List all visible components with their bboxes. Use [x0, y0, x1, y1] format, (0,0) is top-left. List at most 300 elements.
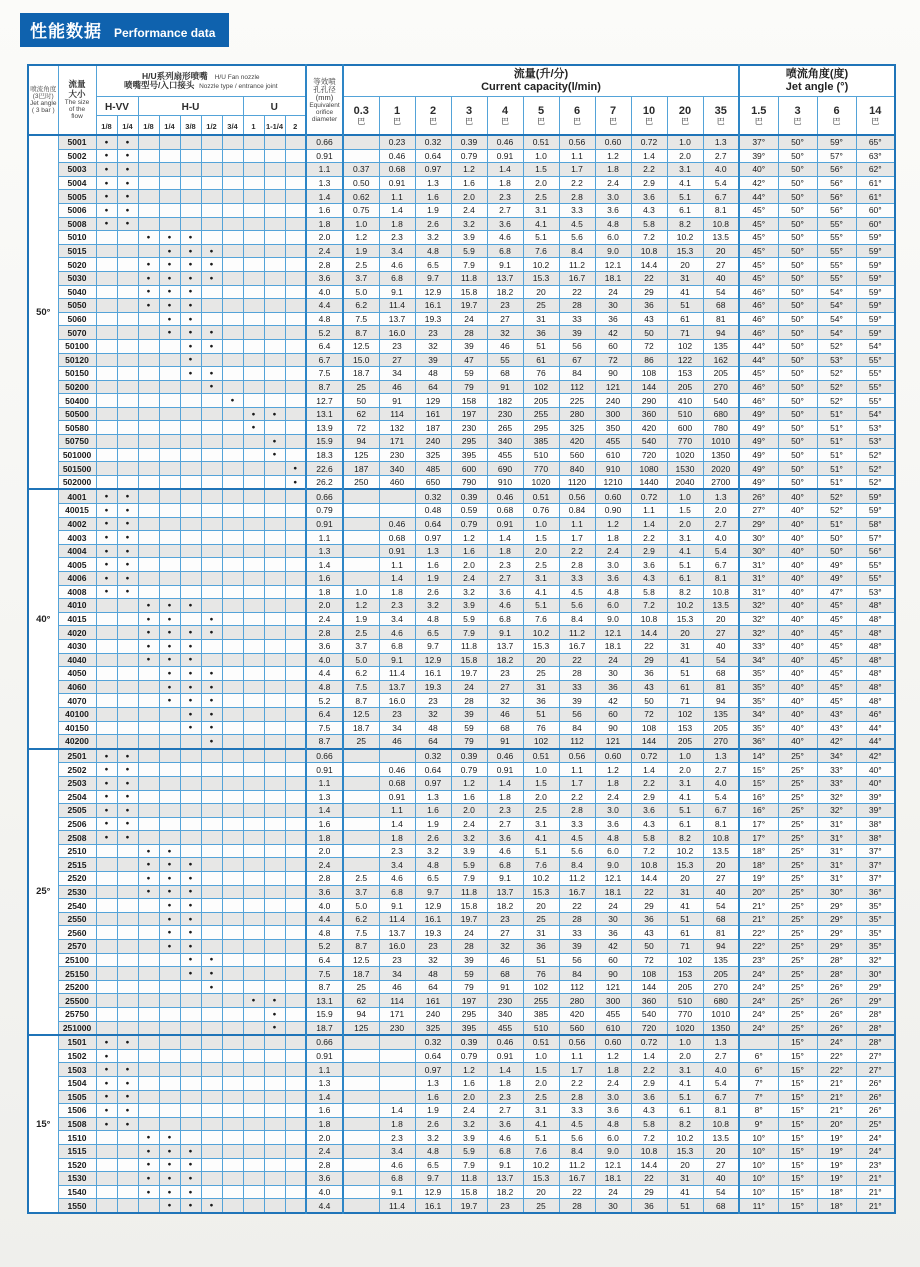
joint-dot-cell [138, 940, 159, 954]
joint-dot-cell [285, 817, 306, 831]
flow-cell: 1.4 [487, 531, 523, 545]
flow-cell: 8.4 [559, 244, 595, 258]
orifice-cell: 2.8 [306, 872, 343, 886]
joint-dot-cell [138, 817, 159, 831]
joint-dot-cell [117, 872, 138, 886]
flow-cell: 1.8 [487, 176, 523, 190]
joint-dot-cell [117, 680, 138, 694]
flow-cell [343, 1199, 379, 1213]
joint-dot-cell [201, 1117, 222, 1131]
flow-cell: 60 [595, 953, 631, 967]
joint-dot-cell [159, 1035, 180, 1049]
flow-cell: 1120 [559, 475, 595, 489]
flow-cell: 2.4 [595, 176, 631, 190]
angle-cell: 48° [856, 694, 895, 708]
angle-cell: 54° [817, 299, 856, 313]
angle-cell: 52° [817, 339, 856, 353]
joint-dot-cell [96, 285, 117, 299]
flow-cell: 1.8 [487, 790, 523, 804]
joint-dot-cell [264, 804, 285, 818]
joint-dot-cell [264, 558, 285, 572]
flow-cell: 28 [451, 940, 487, 954]
flow-cell: 5.1 [667, 190, 703, 204]
joint-dot-cell [222, 1076, 243, 1090]
joint-dot-cell [285, 176, 306, 190]
joint-dot-cell [201, 844, 222, 858]
header-nozzle-series-u: U [243, 97, 306, 116]
flow-cell: 720 [631, 1021, 667, 1035]
flow-cell: 7.6 [523, 858, 559, 872]
flow-cell: 3.0 [595, 804, 631, 818]
flow-cell: 18.1 [595, 1172, 631, 1186]
joint-dot-cell: ● [159, 626, 180, 640]
joint-dot-cell [96, 735, 117, 749]
joint-dot-cell: ● [180, 244, 201, 258]
angle-cell: 34° [739, 653, 778, 667]
joint-dot-cell [222, 653, 243, 667]
joint-dot-cell [285, 1063, 306, 1077]
header-joint-size-1/8: 1/8 [96, 116, 117, 136]
angle-cell: 55° [856, 353, 895, 367]
joint-dot-cell [243, 190, 264, 204]
model-cell: 2560 [58, 926, 96, 940]
flow-cell: 1.4 [631, 149, 667, 163]
joint-dot-cell: ● [96, 203, 117, 217]
flow-cell: 1010 [703, 1008, 739, 1022]
flow-cell: 64 [415, 980, 451, 994]
joint-dot-cell [180, 176, 201, 190]
joint-dot-cell [222, 462, 243, 476]
flow-cell: 4.8 [415, 858, 451, 872]
flow-cell: 76 [523, 967, 559, 981]
flow-cell: 1.0 [523, 149, 559, 163]
angle-cell: 53° [856, 585, 895, 599]
flow-cell: 13.7 [487, 271, 523, 285]
joint-dot-cell [138, 1008, 159, 1022]
joint-dot-cell [243, 203, 264, 217]
flow-cell: 1.6 [451, 176, 487, 190]
joint-dot-cell: ● [96, 1035, 117, 1049]
angle-cell: 10° [739, 1144, 778, 1158]
joint-dot-cell [96, 940, 117, 954]
angle-cell: 25° [778, 1008, 817, 1022]
flow-cell: 23 [415, 694, 451, 708]
joint-dot-cell [285, 217, 306, 231]
joint-dot-cell [201, 475, 222, 489]
flow-cell: 43 [631, 312, 667, 326]
joint-dot-cell: ● [159, 612, 180, 626]
angle-cell: 29° [817, 912, 856, 926]
joint-dot-cell [159, 475, 180, 489]
joint-dot-cell [117, 1021, 138, 1035]
flow-cell [343, 1049, 379, 1063]
flow-cell: 30 [595, 912, 631, 926]
joint-dot-cell [222, 435, 243, 449]
header-nozzle-series-h-u: H-U [138, 97, 243, 116]
flow-cell: 3.1 [523, 817, 559, 831]
joint-dot-cell [96, 980, 117, 994]
flow-cell: 3.6 [631, 558, 667, 572]
orifice-cell: 4.8 [306, 680, 343, 694]
flow-cell: 144 [631, 980, 667, 994]
table-row [28, 339, 895, 353]
flow-cell: 153 [667, 967, 703, 981]
flow-cell: 125 [343, 448, 379, 462]
flow-cell: 56 [559, 707, 595, 721]
flow-cell: 51 [523, 339, 559, 353]
flow-cell: 3.2 [415, 599, 451, 613]
flow-cell: 650 [415, 475, 451, 489]
joint-dot-cell [159, 448, 180, 462]
joint-dot-cell [117, 285, 138, 299]
joint-dot-cell: ● [180, 299, 201, 313]
table-row [28, 312, 895, 326]
table-row [28, 1172, 895, 1186]
flow-cell: 1.4 [631, 1049, 667, 1063]
flow-cell: 197 [451, 994, 487, 1008]
joint-dot-cell [96, 721, 117, 735]
joint-dot-cell: ● [201, 667, 222, 681]
joint-dot-cell [201, 926, 222, 940]
joint-dot-cell [264, 531, 285, 545]
header-angle-pressure-14: 14 巴 [856, 97, 895, 136]
flow-cell: 5.6 [559, 844, 595, 858]
flow-cell: 4.6 [379, 872, 415, 886]
model-cell: 50100 [58, 339, 96, 353]
angle-cell: 27° [856, 1049, 895, 1063]
flow-cell: 460 [379, 475, 415, 489]
table-row [28, 790, 895, 804]
joint-dot-cell [264, 394, 285, 408]
flow-cell: 19.3 [415, 312, 451, 326]
joint-dot-cell: ● [201, 258, 222, 272]
flow-cell: 13.5 [703, 1131, 739, 1145]
table-row [28, 572, 895, 586]
joint-dot-cell [159, 776, 180, 790]
joint-dot-cell: ● [180, 953, 201, 967]
joint-dot-cell [285, 680, 306, 694]
flow-cell [379, 1076, 415, 1090]
joint-dot-cell [159, 721, 180, 735]
orifice-cell: 4.0 [306, 1185, 343, 1199]
joint-dot-cell: ● [96, 504, 117, 518]
joint-dot-cell: ● [201, 326, 222, 340]
flow-cell: 39 [451, 339, 487, 353]
flow-cell: 23 [487, 912, 523, 926]
flow-cell: 187 [343, 462, 379, 476]
flow-cell: 0.60 [595, 749, 631, 763]
flow-cell: 2.5 [523, 558, 559, 572]
angle-cell: 52° [856, 475, 895, 489]
angle-cell: 48° [856, 612, 895, 626]
angle-cell: 30° [856, 967, 895, 981]
flow-cell: 385 [523, 435, 559, 449]
angle-cell: 59° [856, 285, 895, 299]
joint-dot-cell [285, 1008, 306, 1022]
orifice-cell: 2.0 [306, 231, 343, 245]
angle-cell: 27° [739, 504, 778, 518]
flow-cell [343, 804, 379, 818]
joint-dot-cell [180, 190, 201, 204]
joint-dot-cell [138, 504, 159, 518]
joint-dot-cell [222, 980, 243, 994]
angle-cell: 49° [739, 421, 778, 435]
joint-dot-cell [264, 872, 285, 886]
flow-cell: 2.7 [703, 1049, 739, 1063]
angle-cell: 57° [817, 149, 856, 163]
header-joint-size-1/8: 1/8 [138, 116, 159, 136]
joint-dot-cell: ● [201, 707, 222, 721]
joint-dot-cell: ● [138, 858, 159, 872]
joint-dot-cell [285, 694, 306, 708]
flow-cell: 2020 [703, 462, 739, 476]
joint-dot-cell: ● [201, 694, 222, 708]
joint-dot-cell [159, 967, 180, 981]
flow-cell: 7.2 [631, 599, 667, 613]
table-row [28, 353, 895, 367]
joint-dot-cell [264, 149, 285, 163]
flow-cell [343, 776, 379, 790]
flow-cell: 24 [595, 285, 631, 299]
flow-cell: 1.6 [451, 1076, 487, 1090]
joint-dot-cell [243, 626, 264, 640]
flow-cell: 6.0 [595, 599, 631, 613]
flow-cell: 11.2 [559, 872, 595, 886]
joint-dot-cell [138, 1199, 159, 1213]
flow-cell: 300 [595, 407, 631, 421]
angle-cell: 59° [856, 244, 895, 258]
flow-cell: 25 [523, 1199, 559, 1213]
joint-dot-cell [201, 1035, 222, 1049]
flow-cell [379, 1063, 415, 1077]
joint-dot-cell [96, 899, 117, 913]
angle-cell: 6° [739, 1049, 778, 1063]
table-row [28, 585, 895, 599]
flow-cell: 0.51 [523, 135, 559, 149]
joint-dot-cell [117, 271, 138, 285]
joint-dot-cell [180, 203, 201, 217]
joint-dot-cell [201, 190, 222, 204]
model-cell: 50120 [58, 353, 96, 367]
flow-cell [343, 1185, 379, 1199]
angle-cell: 25° [778, 940, 817, 954]
joint-dot-cell [117, 967, 138, 981]
angle-cell: 25° [778, 790, 817, 804]
joint-dot-cell: ● [96, 489, 117, 503]
joint-dot-cell [222, 299, 243, 313]
flow-cell: 121 [595, 380, 631, 394]
flow-cell: 2.8 [559, 558, 595, 572]
flow-cell: 540 [631, 1008, 667, 1022]
orifice-cell: 0.91 [306, 517, 343, 531]
orifice-cell: 0.66 [306, 489, 343, 503]
model-cell: 2570 [58, 940, 96, 954]
joint-dot-cell [159, 380, 180, 394]
joint-dot-cell [201, 776, 222, 790]
joint-dot-cell: ● [96, 831, 117, 845]
joint-dot-cell [264, 967, 285, 981]
joint-dot-cell [159, 749, 180, 763]
joint-dot-cell [117, 1172, 138, 1186]
flow-cell: 2.3 [379, 844, 415, 858]
angle-cell: 50° [778, 421, 817, 435]
joint-dot-cell: ● [138, 271, 159, 285]
joint-dot-cell [243, 667, 264, 681]
angle-cell: 52° [817, 380, 856, 394]
flow-cell: 0.46 [487, 1035, 523, 1049]
flow-cell: 6.8 [379, 639, 415, 653]
joint-dot-cell: ● [159, 639, 180, 653]
joint-dot-cell: ● [180, 312, 201, 326]
flow-cell: 76 [523, 721, 559, 735]
flow-cell: 0.91 [487, 149, 523, 163]
joint-dot-cell [264, 1131, 285, 1145]
joint-dot-cell [159, 763, 180, 777]
flow-cell: 2.8 [559, 190, 595, 204]
model-cell: 5005 [58, 190, 96, 204]
angle-cell: 56° [817, 190, 856, 204]
flow-cell: 24 [595, 653, 631, 667]
table-row [28, 858, 895, 872]
angle-cell: 55° [856, 380, 895, 394]
joint-dot-cell [117, 667, 138, 681]
angle-cell: 42° [739, 176, 778, 190]
joint-dot-cell [264, 217, 285, 231]
flow-cell: 15.3 [523, 639, 559, 653]
joint-dot-cell [180, 817, 201, 831]
flow-cell: 0.60 [595, 1035, 631, 1049]
flow-cell: 72 [343, 421, 379, 435]
joint-dot-cell [264, 926, 285, 940]
flow-cell: 32 [415, 707, 451, 721]
joint-dot-cell: ● [117, 1076, 138, 1090]
angle-cell: 55° [817, 271, 856, 285]
flow-cell: 20 [523, 1185, 559, 1199]
flow-cell: 0.39 [451, 1035, 487, 1049]
flow-cell: 2.4 [451, 817, 487, 831]
joint-dot-cell [159, 1104, 180, 1118]
angle-cell: 40° [778, 667, 817, 681]
flow-cell: 29 [631, 653, 667, 667]
angle-cell: 32° [856, 953, 895, 967]
joint-dot-cell: ● [138, 872, 159, 886]
table-row [28, 1035, 895, 1049]
joint-dot-cell [96, 475, 117, 489]
flow-cell: 15.8 [451, 285, 487, 299]
joint-dot-cell [243, 858, 264, 872]
joint-dot-cell [243, 844, 264, 858]
joint-dot-cell [201, 885, 222, 899]
joint-dot-cell [117, 612, 138, 626]
flow-cell: 10.8 [631, 1144, 667, 1158]
joint-dot-cell: ● [243, 421, 264, 435]
joint-dot-cell [159, 517, 180, 531]
flow-cell: 47 [451, 353, 487, 367]
flow-cell [379, 1090, 415, 1104]
header-joint-size-3/8: 3/8 [180, 116, 201, 136]
flow-cell: 25 [523, 912, 559, 926]
joint-dot-cell: ● [201, 626, 222, 640]
joint-dot-cell [285, 926, 306, 940]
joint-dot-cell: ● [180, 367, 201, 381]
joint-dot-cell [222, 217, 243, 231]
flow-cell: 340 [487, 435, 523, 449]
angle-cell: 50° [778, 339, 817, 353]
joint-dot-cell [117, 1185, 138, 1199]
angle-cell: 40° [856, 776, 895, 790]
joint-dot-cell [96, 407, 117, 421]
flow-cell: 1.9 [415, 817, 451, 831]
joint-dot-cell [180, 489, 201, 503]
orifice-cell: 6.7 [306, 353, 343, 367]
flow-cell: 9.7 [415, 885, 451, 899]
flow-cell: 5.6 [559, 599, 595, 613]
joint-dot-cell [243, 599, 264, 613]
flow-cell: 40 [703, 271, 739, 285]
joint-dot-cell [243, 1172, 264, 1186]
angle-cell: 51° [817, 475, 856, 489]
joint-dot-cell [180, 1008, 201, 1022]
joint-dot-cell: ● [159, 885, 180, 899]
joint-dot-cell: ● [243, 994, 264, 1008]
joint-dot-cell [201, 994, 222, 1008]
flow-cell: 32 [487, 940, 523, 954]
flow-cell: 60 [595, 707, 631, 721]
joint-dot-cell [180, 844, 201, 858]
joint-dot-cell [96, 680, 117, 694]
flow-cell: 27 [703, 872, 739, 886]
flow-cell: 29 [631, 899, 667, 913]
joint-dot-cell [117, 353, 138, 367]
joint-dot-cell [159, 489, 180, 503]
flow-cell: 28 [451, 694, 487, 708]
flow-cell: 23 [487, 667, 523, 681]
model-cell: 4015 [58, 612, 96, 626]
table-row [28, 326, 895, 340]
angle-cell: 25° [778, 763, 817, 777]
joint-dot-cell [264, 299, 285, 313]
angle-cell: 31° [817, 844, 856, 858]
table-row [28, 749, 895, 763]
joint-dot-cell: ● [180, 599, 201, 613]
joint-dot-cell [243, 475, 264, 489]
joint-dot-cell: ● [117, 558, 138, 572]
flow-cell: 2.4 [451, 572, 487, 586]
joint-dot-cell [159, 462, 180, 476]
flow-cell: 8.4 [559, 612, 595, 626]
flow-cell: 6.2 [343, 667, 379, 681]
model-cell: 5030 [58, 271, 96, 285]
table-row [28, 763, 895, 777]
flow-cell: 3.1 [523, 1104, 559, 1118]
header-nozzle-series-h-vv: H-VV [96, 97, 138, 116]
flow-cell: 90 [595, 721, 631, 735]
flow-cell: 9.7 [415, 639, 451, 653]
angle-cell: 15° [778, 1035, 817, 1049]
flow-cell: 91 [379, 394, 415, 408]
flow-cell: 1.5 [523, 776, 559, 790]
flow-cell: 0.32 [415, 135, 451, 149]
joint-dot-cell [138, 394, 159, 408]
flow-cell: 1.7 [559, 531, 595, 545]
flow-cell: 56 [559, 953, 595, 967]
flow-cell: 81 [703, 312, 739, 326]
flow-cell: 108 [631, 967, 667, 981]
angle-cell: 59° [856, 326, 895, 340]
joint-dot-cell [96, 1021, 117, 1035]
flow-cell: 1.1 [559, 763, 595, 777]
flow-cell: 8.2 [667, 585, 703, 599]
